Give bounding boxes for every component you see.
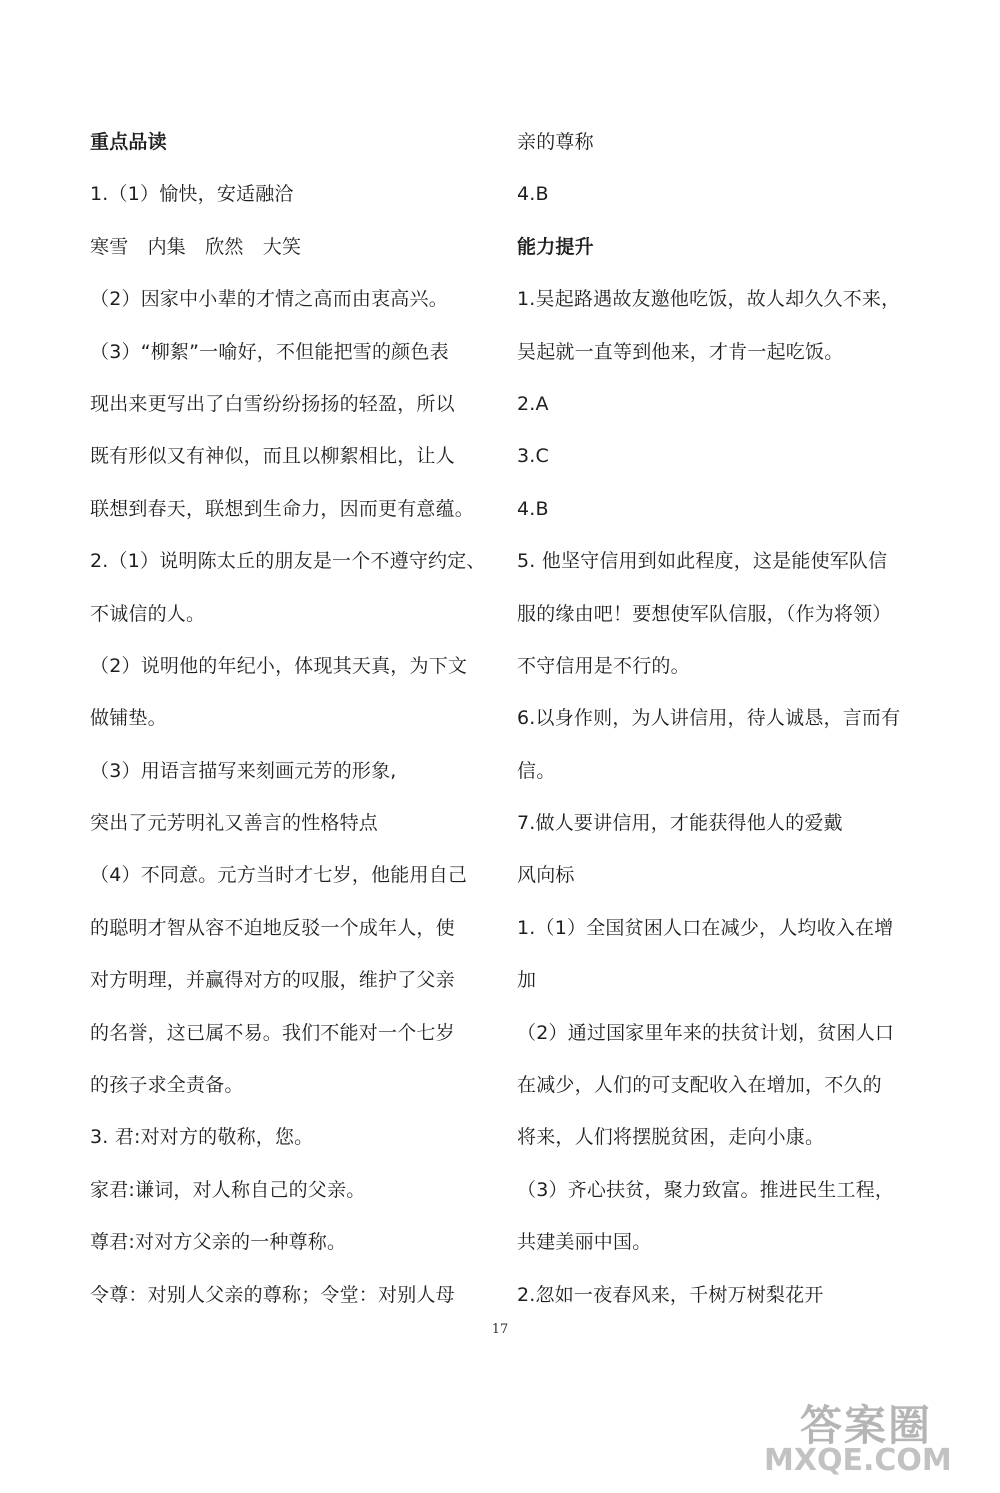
- text-line: 6.以身作则，为人讲信用，待人诚恳，言而有: [517, 707, 901, 730]
- text-line: 2.（1）说明陈太丘的朋友是一个不遵守约定、: [90, 550, 486, 573]
- text-line: 的名誉，这已属不易。我们不能对一个七岁: [90, 1021, 455, 1044]
- text-line: 家君:谦词，对人称自己的父亲。: [90, 1178, 366, 1201]
- text-line: 将来，人们将摆脱贫困，走向小康。: [517, 1126, 825, 1149]
- text-line: 共建美丽中国。: [517, 1231, 652, 1254]
- text-line: 1.吴起路遇故友邀他吃饭，故人却久久不来，: [517, 288, 901, 311]
- text-line: 做铺垫。: [90, 707, 167, 730]
- text-line: （2）因家中小辈的才情之高而由衷高兴。: [90, 288, 448, 311]
- right-column: [517, 116, 917, 1321]
- text-line: 服的缘由吧！要想使军队信服，（作为将领）: [517, 602, 892, 625]
- text-line: 对方明理，并赢得对方的叹服，维护了父亲: [90, 969, 455, 992]
- text-line: （3）用语言描写来刻画元芳的形象,: [90, 759, 397, 782]
- text-line: 1.（1）全国贫困人口在减少，人均收入在增: [517, 916, 894, 939]
- text-line: 亲的尊称: [517, 131, 594, 153]
- text-line: （2）通过国家里年来的扶贫计划，贫困人口: [517, 1021, 895, 1044]
- text-line: 风向标: [517, 864, 575, 887]
- text-line: （3）齐心扶贫，聚力致富。推进民生工程，: [517, 1178, 895, 1201]
- text-line: 不诚信的人。: [90, 602, 206, 625]
- text-line: 令尊：对别人父亲的尊称；令堂：对别人母: [90, 1283, 455, 1306]
- text-line: （2）说明他的年纪小，体现其天真，为下文: [90, 654, 468, 677]
- section-heading: 重点品读: [90, 131, 167, 153]
- text-line: 7.做人要讲信用，才能获得他人的爱戴: [517, 812, 843, 835]
- text-line: 在减少，人们的可支配收入在增加，不久的: [517, 1074, 882, 1097]
- text-line: 2.忽如一夜春风来，千树万树梨花开: [517, 1283, 824, 1306]
- text-line: 现出来更写出了白雪纷纷扬扬的轻盈，所以: [90, 392, 455, 415]
- text-line: 联想到春天，联想到生命力，因而更有意蕴。: [90, 497, 475, 520]
- watermark-logo: [752, 1393, 982, 1483]
- text-line: 4.B: [517, 497, 549, 520]
- text-line: 3. 君:对对方的敬称，您。: [90, 1126, 314, 1149]
- text-line: 寒雪 内集 欣然 大笑: [90, 235, 302, 258]
- text-line: 既有形似又有神似，而且以柳絮相比，让人: [90, 445, 455, 468]
- text-line: 3.C: [517, 445, 549, 468]
- text-line: 加: [517, 969, 537, 992]
- page-number: 17: [491, 1322, 509, 1337]
- text-line: 5. 他坚守信用到如此程度，这是能使军队信: [517, 550, 888, 573]
- text-line: 不守信用是不行的。: [517, 654, 690, 677]
- text-line: 信。: [517, 759, 556, 782]
- text-line: （4）不同意。元方当时才七岁，他能用自己: [90, 864, 468, 887]
- text-line: 4.B: [517, 183, 549, 206]
- watermark-brand: 答案圈: [800, 1401, 933, 1450]
- watermark-url: MXQE.COM: [764, 1443, 952, 1478]
- left-column: [90, 116, 490, 1321]
- section-heading: 能力提升: [517, 235, 594, 258]
- text-line: 的聪明才智从容不迫地反驳一个成年人，使: [90, 916, 455, 939]
- text-line: 突出了元芳明礼又善言的性格特点: [90, 812, 379, 835]
- text-line: 2.A: [517, 392, 549, 415]
- text-line: 的孩子求全责备。: [90, 1074, 244, 1097]
- text-line: 吴起就一直等到他来，才肯一起吃饭。: [517, 340, 844, 363]
- text-line: 1.（1）愉快，安适融洽: [90, 183, 294, 206]
- text-line: （3）“柳絮”一喻好，不但能把雪的颜色表: [90, 340, 449, 363]
- text-line: 尊君:对对方父亲的一种尊称。: [90, 1231, 347, 1254]
